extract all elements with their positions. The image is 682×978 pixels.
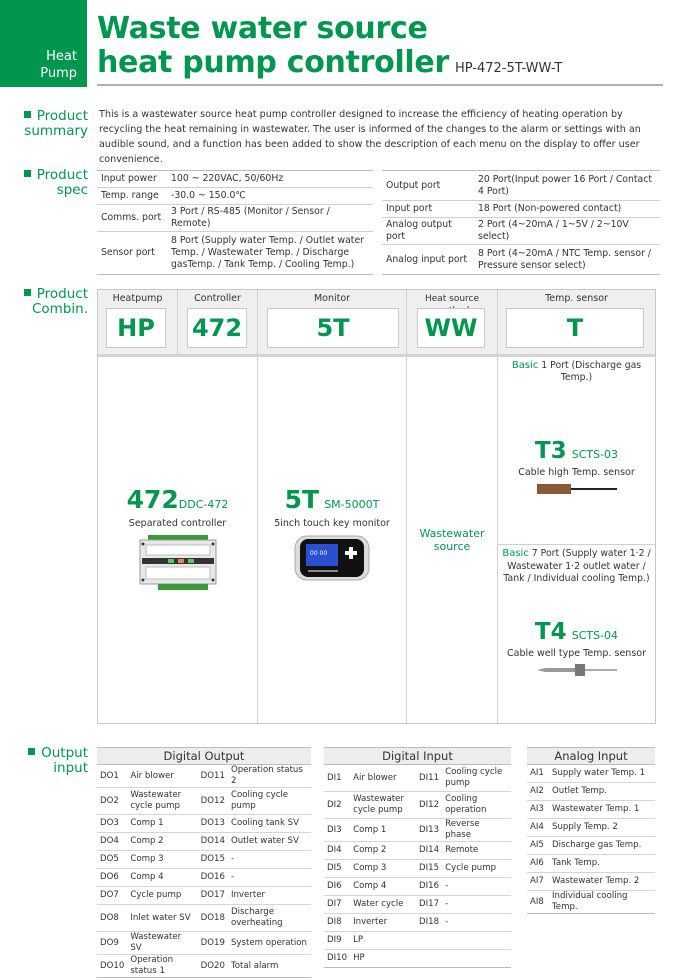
port-id: DO4 (97, 833, 127, 851)
port-name: - (442, 914, 511, 932)
port-name: Comp 4 (127, 869, 197, 887)
port-id: DO20 (198, 955, 228, 978)
port-name: Total alarm (228, 955, 311, 978)
digital-input-table (324, 747, 511, 968)
combo-col-heatpump: Heatpump HP (98, 290, 178, 354)
port-id: DO15 (198, 851, 228, 869)
controller-image (138, 535, 218, 591)
port-name: Cooling cycle pump (228, 788, 311, 815)
table-row (527, 891, 655, 914)
category-line2: Pump (40, 66, 77, 81)
port-name: Operation status 1 (127, 955, 197, 978)
table-row (527, 873, 655, 891)
port-id: DI11 (416, 765, 442, 792)
sensor-t4-image (537, 662, 617, 678)
category-line1: Heat (46, 49, 77, 64)
port-name: Wastewater cycle pump (127, 788, 197, 815)
monitor-code: 5T (284, 485, 320, 514)
port-name: Supply water Temp. 1 (549, 765, 655, 783)
table-row (97, 765, 311, 788)
port-name: Water cycle (350, 896, 416, 914)
port-name: Tank Temp. (549, 855, 655, 873)
port-name: Supply Temp. 2 (549, 819, 655, 837)
controller-cell (98, 357, 258, 723)
port-id: DO12 (198, 788, 228, 815)
port-id: AI1 (527, 765, 549, 783)
svg-text:00 00: 00 00 (310, 550, 328, 557)
section-label-summary: Product summary (24, 108, 88, 139)
port-name: Wastewater SV (127, 932, 197, 955)
code-box: 472 (187, 308, 247, 348)
port-id: DO16 (198, 869, 228, 887)
controller-desc: Separated controller (128, 518, 227, 529)
table-row (97, 955, 311, 978)
spec-row: Comms. port 3 Port / RS-485 (Monitor / Sensor / Remote) (97, 205, 373, 232)
port-name: System operation (228, 932, 311, 955)
port-id: DO11 (198, 765, 228, 788)
spec-row: Analog output port 2 Port (4~20mA / 1~5V / 2~10V select) (382, 218, 660, 245)
port-id: DI4 (324, 842, 350, 860)
combination-panel (97, 289, 656, 724)
port-id: DO7 (97, 887, 127, 905)
table-row (324, 878, 511, 896)
table-row (527, 783, 655, 801)
port-id: DO1 (97, 765, 127, 788)
port-name: Cycle pump (127, 887, 197, 905)
model-number: HP-472-5T-WW-T (454, 61, 563, 76)
port-name: Inverter (350, 914, 416, 932)
port-name: Comp 1 (350, 819, 416, 842)
table-row (324, 792, 511, 819)
port-id: DI6 (324, 878, 350, 896)
code-box: T (506, 308, 644, 348)
sensor-desc: Cable well type Temp. sensor (507, 647, 646, 659)
table-row (324, 765, 511, 792)
table-row (324, 860, 511, 878)
sensor-code: T3 (534, 438, 567, 464)
port-name: Comp 3 (127, 851, 197, 869)
port-name: Reverse phase (442, 819, 511, 842)
code-box: 5T (267, 308, 399, 348)
spec-row: Analog input port 8 Port (4~20mA / NTC Temp. sensor / Pressure sensor select) (382, 245, 660, 275)
port-name (442, 932, 511, 950)
port-id: DO9 (97, 932, 127, 955)
port-id: AI3 (527, 801, 549, 819)
sensor-t4: Basic 7 Port (Supply water 1·2 / Wastewater 1·2 outlet water / Tank / Individual cooling Temp.) T4 SCTS-04 Cable well type Temp. sensor (498, 548, 655, 682)
port-name: Air blower (127, 765, 197, 788)
port-id: DI16 (416, 878, 442, 896)
port-id: DI15 (416, 860, 442, 878)
spec-row: Output port 20 Port(Input power 16 Port / Contact 4 Port) (382, 171, 660, 201)
port-id: AI6 (527, 855, 549, 873)
spec-row: Sensor port 8 Port (Supply water Temp. / Outlet water Temp. / Wastewater Temp. / Discharge gasTemp. / Tank Temp. / Cooling Temp.) (97, 232, 373, 275)
port-id: DO6 (97, 869, 127, 887)
port-id: DO17 (198, 887, 228, 905)
port-name: Discharge overheating (228, 905, 311, 932)
table-row (97, 905, 311, 932)
table-row (97, 815, 311, 833)
port-name: Remote (442, 842, 511, 860)
port-name: Outlet water SV (228, 833, 311, 851)
port-id: DI10 (324, 950, 350, 968)
sensor-t3: Basic 1 Port (Discharge gas Temp.) T3 SCTS-03 Cable high Temp. sensor (498, 360, 655, 545)
port-id: DO5 (97, 851, 127, 869)
combo-col-monitor: Monitor 5T (258, 290, 407, 354)
summary-text: This is a wastewater source heat pump controller designed to increase the efficiency of heating operation by recycling the heat remaining in wastewater. The user is informed of the changes to the alarm or settings with an audible sound, and a function has been added to show the description of each menu on the display to offer user convenience. (99, 109, 641, 165)
port-id: DI1 (324, 765, 350, 792)
section-label-combination: Product Combin. (10, 287, 88, 317)
monitor-model: SM-5000T (324, 498, 380, 511)
code-box: WW (417, 308, 485, 348)
port-id: DI14 (416, 842, 442, 860)
port-name (442, 950, 511, 968)
controller-model: DDC-472 (178, 498, 229, 511)
table-title: Digital Input (324, 748, 511, 765)
table-row (324, 819, 511, 842)
port-name: Comp 4 (350, 878, 416, 896)
port-id: AI4 (527, 819, 549, 837)
port-name: Wastewater cycle pump (350, 792, 416, 819)
sensor-t3-image (537, 482, 617, 496)
sensor-desc: Cable high Temp. sensor (518, 467, 635, 478)
table-row (527, 765, 655, 783)
table-row (97, 788, 311, 815)
port-id (416, 932, 442, 950)
port-id: DI9 (324, 932, 350, 950)
controller-code: 472 (126, 485, 179, 514)
page-title (97, 12, 562, 86)
port-id: DO2 (97, 788, 127, 815)
table-row (97, 833, 311, 851)
table-row (527, 855, 655, 873)
port-id: DO18 (198, 905, 228, 932)
table-row (97, 869, 311, 887)
port-name: Wastewater Temp. 2 (549, 873, 655, 891)
heat-source-label: Wastewater source (419, 527, 485, 553)
bullet-icon (24, 170, 31, 177)
table-row (324, 896, 511, 914)
analog-input-table (527, 747, 655, 914)
table-row (527, 819, 655, 837)
port-name: HP (350, 950, 416, 968)
sensor-model: SCTS-03 (571, 448, 619, 461)
port-name: Cooling cycle pump (442, 765, 511, 792)
port-id: DI7 (324, 896, 350, 914)
table-row (97, 851, 311, 869)
title-line1: Waste water source (97, 11, 428, 46)
spec-table-right (382, 170, 660, 275)
bullet-icon (24, 111, 31, 118)
heat-source-cell (407, 357, 498, 723)
port-name: Discharge gas Temp. (549, 837, 655, 855)
category-badge (0, 0, 87, 87)
port-name: Outlet Temp. (549, 783, 655, 801)
monitor-image (294, 535, 370, 581)
port-id: AI8 (527, 891, 549, 914)
table-row (324, 914, 511, 932)
bullet-icon (24, 289, 31, 296)
port-name: Inverter (228, 887, 311, 905)
sensor-model: SCTS-04 (571, 628, 619, 642)
spec-row: Input port 18 Port (Non-powered contact) (382, 201, 660, 218)
port-id: DO3 (97, 815, 127, 833)
header-divider (97, 84, 663, 86)
port-id: DI2 (324, 792, 350, 819)
port-id (416, 950, 442, 968)
table-row (324, 932, 511, 950)
port-id: DO8 (97, 905, 127, 932)
digital-output-table (97, 747, 311, 978)
sensor-code: T4 (534, 618, 567, 645)
combo-col-temp-sensor: Temp. sensor T (498, 290, 655, 354)
port-name: - (442, 896, 511, 914)
combination-header (98, 290, 655, 357)
spec-row: Temp. range -30.0 ~ 150.0℃ (97, 188, 373, 205)
bullet-icon (28, 748, 35, 755)
port-name: Inlet water SV (127, 905, 197, 932)
port-name: Comp 1 (127, 815, 197, 833)
port-id: DI12 (416, 792, 442, 819)
port-name: Wastewater Temp. 1 (549, 801, 655, 819)
monitor-cell (258, 357, 407, 723)
combo-col-controller: Controller 472 (178, 290, 258, 354)
port-name: LP (350, 932, 416, 950)
port-name: Individual cooling Temp. (549, 891, 655, 914)
port-name: - (228, 869, 311, 887)
port-id: DI17 (416, 896, 442, 914)
port-name: - (228, 851, 311, 869)
port-id: DI18 (416, 914, 442, 932)
port-id: DO14 (198, 833, 228, 851)
code-box: HP (106, 308, 166, 348)
port-name: Cooling tank SV (228, 815, 311, 833)
table-row (527, 801, 655, 819)
spec-row: Input power 100 ~ 220VAC, 50/60Hz (97, 171, 373, 188)
port-id: DO10 (97, 955, 127, 978)
table-title: Analog Input (527, 748, 655, 765)
port-id: DI8 (324, 914, 350, 932)
port-id: DO19 (198, 932, 228, 955)
port-name: - (442, 878, 511, 896)
table-title: Digital Output (97, 748, 311, 765)
port-id: AI2 (527, 783, 549, 801)
table-row (324, 950, 511, 968)
monitor-desc: 5inch touch key monitor (274, 518, 390, 529)
section-label-io: Output input (10, 746, 88, 776)
port-name: Air blower (350, 765, 416, 792)
temp-sensor-cell (498, 357, 655, 723)
table-row (527, 837, 655, 855)
section-label-spec: Product spec (10, 168, 88, 198)
port-name: Comp 2 (127, 833, 197, 851)
table-row (97, 932, 311, 955)
port-id: DO13 (198, 815, 228, 833)
port-id: DI5 (324, 860, 350, 878)
port-name: Comp 3 (350, 860, 416, 878)
table-row (97, 887, 311, 905)
port-name: Cooling operation (442, 792, 511, 819)
port-name: Comp 2 (350, 842, 416, 860)
table-row (324, 842, 511, 860)
title-line2: heat pump controller (97, 45, 449, 80)
port-id: AI5 (527, 837, 549, 855)
combo-col-heat-source: Heat source WW (407, 290, 498, 354)
port-name: Operation status 2 (228, 765, 311, 788)
port-name: Cycle pump (442, 860, 511, 878)
spec-table-left (97, 170, 373, 275)
port-id: AI7 (527, 873, 549, 891)
port-id: DI3 (324, 819, 350, 842)
port-id: DI13 (416, 819, 442, 842)
